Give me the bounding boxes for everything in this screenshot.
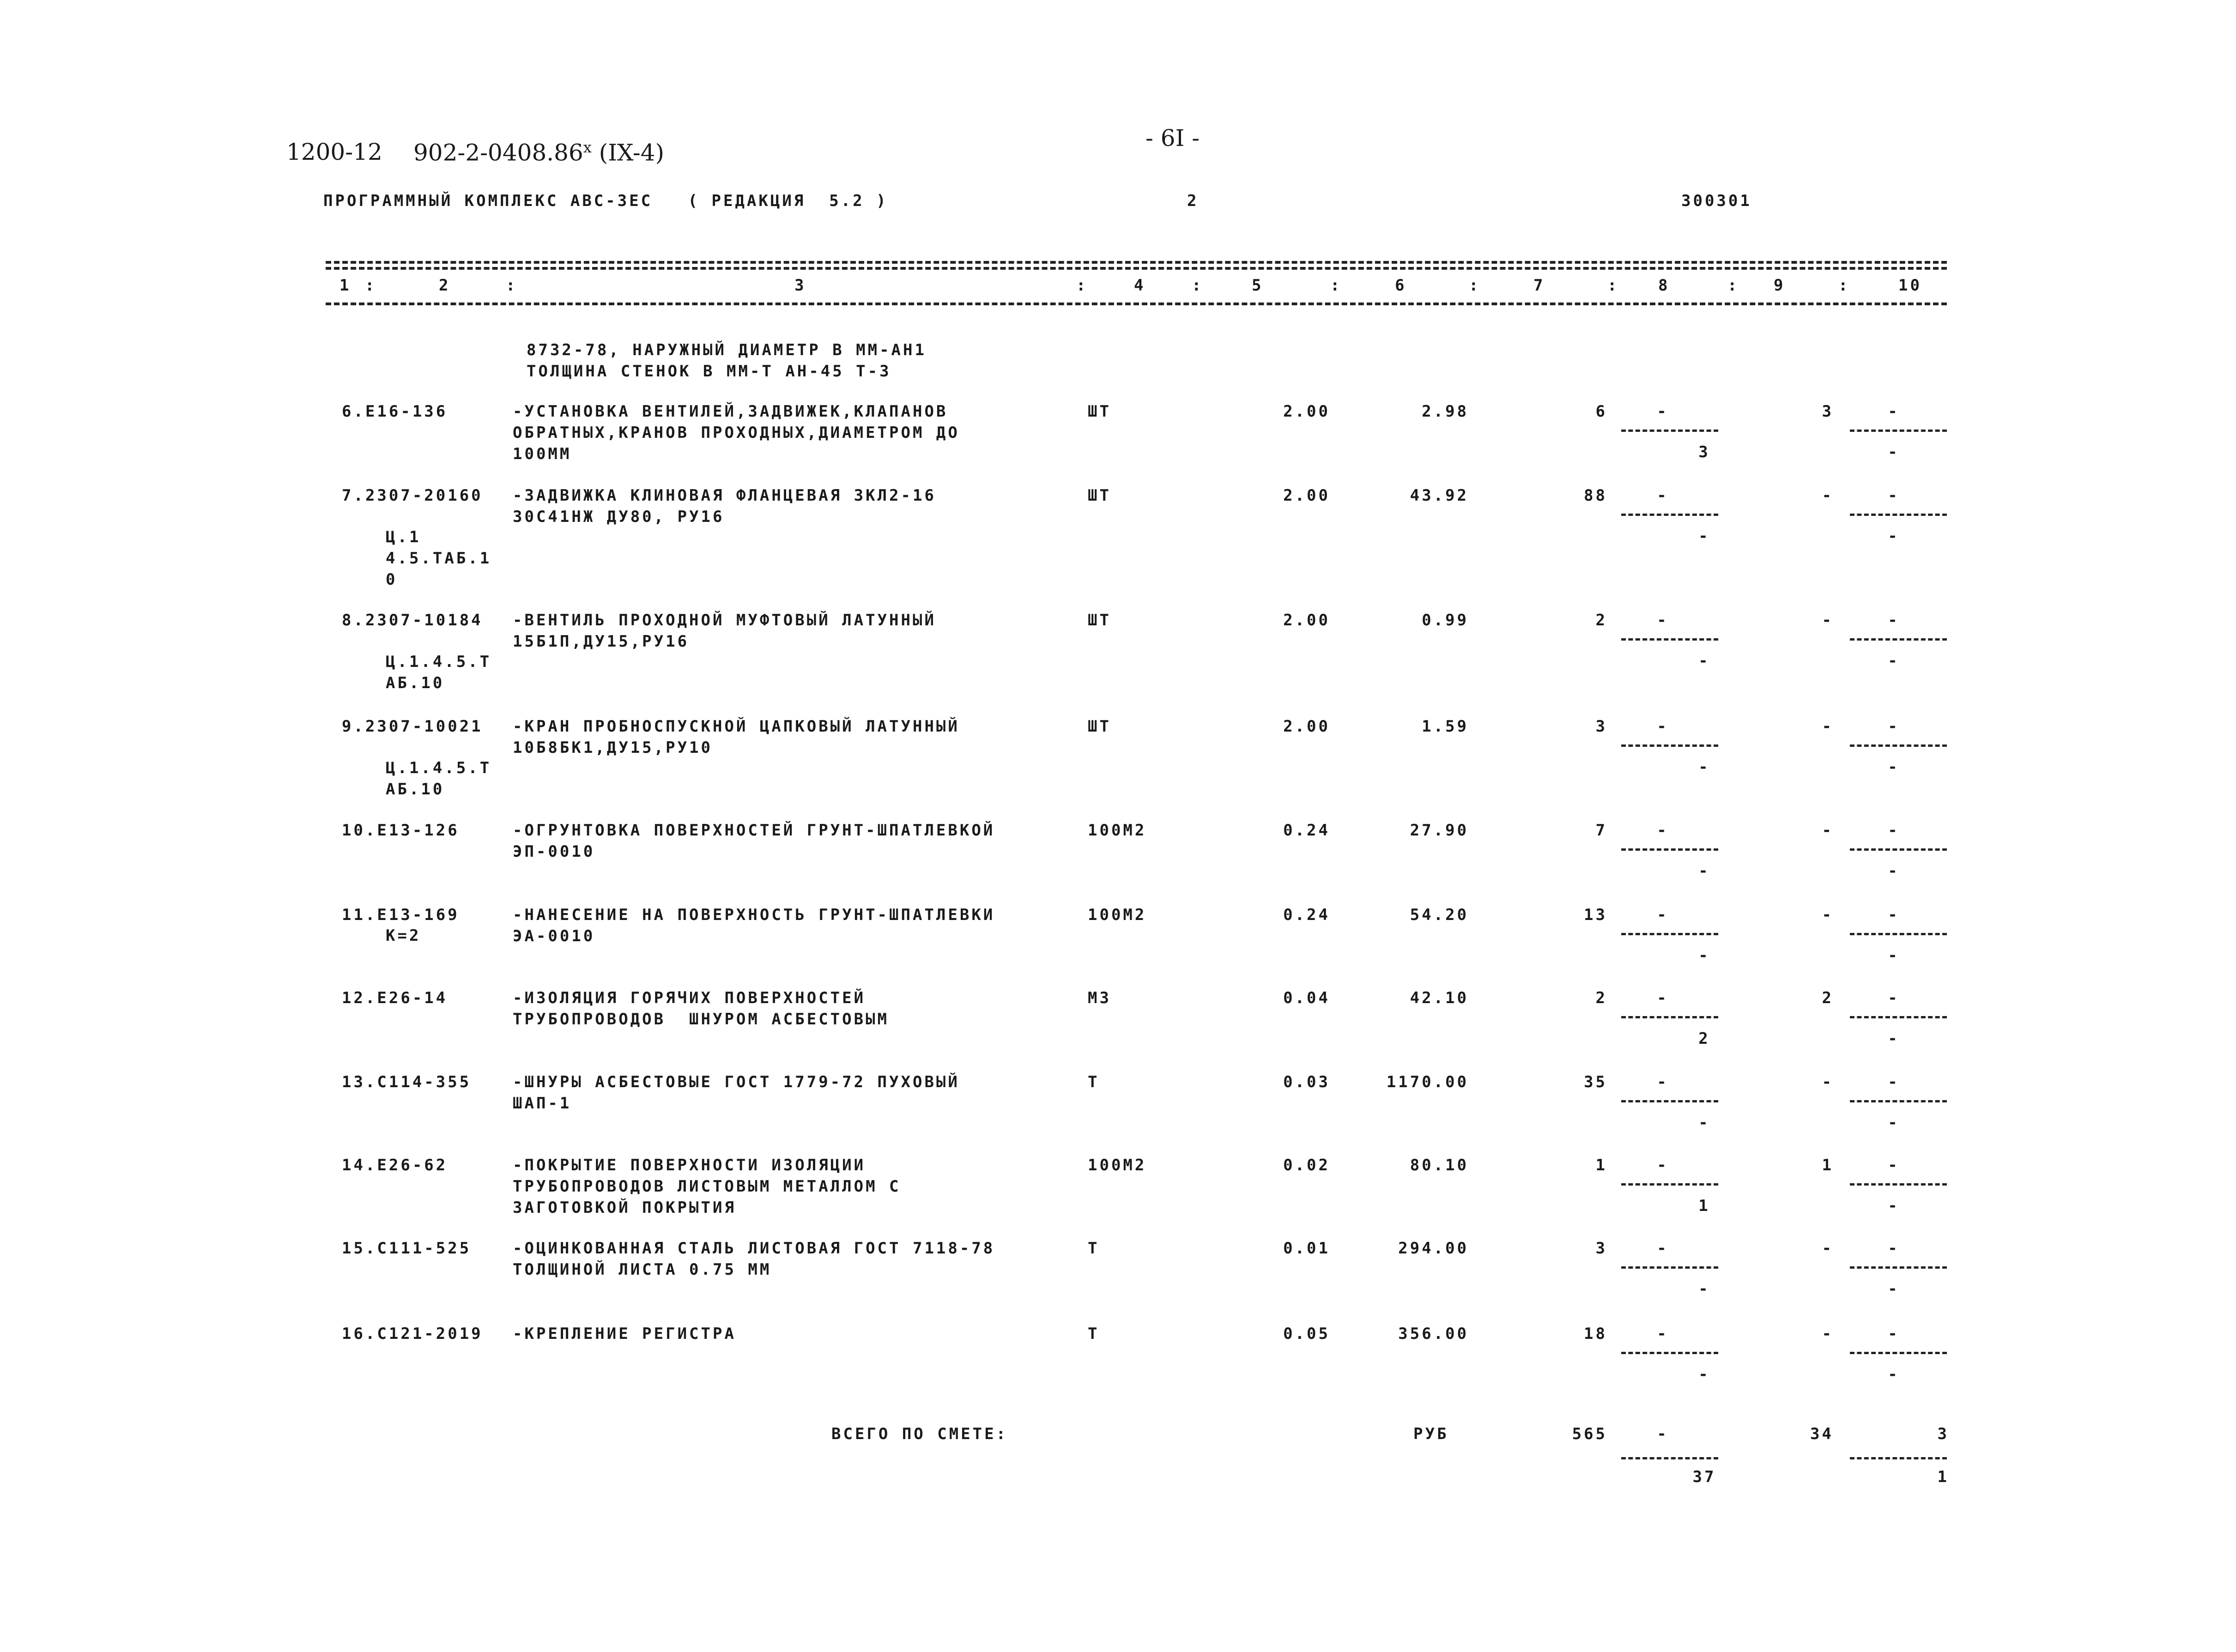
row-col7: 13 — [1584, 906, 1607, 924]
row-col7: 7 — [1595, 821, 1607, 840]
column-header-8: 8 — [1658, 276, 1670, 295]
row-col8-fraction-line — [1621, 1016, 1718, 1018]
row-col8-top: - — [1657, 906, 1669, 924]
row-description: -ЗАДВИЖКА КЛИНОВАЯ ФЛАНЦЕВАЯ ЗКЛ2-16 30С41НЖ ДУ80, РУ16 — [513, 486, 936, 526]
row-col8-fraction-line — [1621, 744, 1718, 747]
row-col8-top: - — [1657, 1073, 1669, 1091]
row-col10-fraction-line — [1850, 1266, 1947, 1269]
row-unit: ШТ — [1088, 486, 1111, 505]
row-quantity: 2.00 — [1283, 402, 1330, 421]
row-col8-top: - — [1657, 1156, 1669, 1174]
row-col7: 3 — [1595, 717, 1607, 736]
row-col10-bottom: - — [1888, 1365, 1900, 1384]
row-col10-bottom: - — [1888, 758, 1900, 776]
row-col7: 2 — [1595, 989, 1607, 1007]
row-col8-fraction-line — [1621, 430, 1718, 432]
row-id: 14.Е26-62 — [342, 1156, 448, 1174]
project-number — [413, 139, 664, 166]
row-col9: - — [1822, 1325, 1834, 1343]
column-header-6: 6 — [1395, 276, 1407, 295]
row-description: -НАНЕСЕНИЕ НА ПОВЕРХНОСТЬ ГРУНТ-ШПАТЛЕВКИ ЭА-0010 — [513, 906, 995, 945]
row-quantity: 0.24 — [1283, 821, 1330, 840]
row-col9: - — [1822, 906, 1834, 924]
total-col9: 34 — [1810, 1425, 1834, 1443]
row-col10-top: - — [1888, 1239, 1900, 1258]
row-id: 6.Е16-136 — [342, 402, 448, 421]
row-description: -КРАН ПРОБНОСПУСКНОЙ ЦАПКОВЫЙ ЛАТУННЫЙ 10Б8БК1,ДУ15,РУ10 — [513, 717, 960, 757]
row-col8-top: - — [1657, 1239, 1669, 1258]
row-unit: Т — [1088, 1239, 1100, 1258]
row-col10-bottom: - — [1888, 443, 1900, 461]
row-col10-fraction-line — [1850, 430, 1947, 432]
row-col10-bottom: - — [1888, 1280, 1900, 1298]
column-header-1: 1 — [339, 276, 351, 295]
row-quantity: 2.00 — [1283, 486, 1330, 505]
row-col8-top: - — [1657, 821, 1669, 840]
row-price: 0.99 — [1422, 611, 1469, 629]
total-col8-top: - — [1657, 1425, 1669, 1443]
row-col7: 88 — [1584, 486, 1607, 505]
row-price: 2.98 — [1422, 402, 1469, 421]
column-header-9: 9 — [1774, 276, 1786, 295]
row-col9: - — [1822, 486, 1834, 505]
row-quantity: 2.00 — [1283, 717, 1330, 736]
document-code: 1200-12 — [286, 139, 382, 165]
row-col10-top: - — [1888, 1325, 1900, 1343]
column-separator: : — [1727, 276, 1739, 295]
column-separator: : — [1607, 276, 1619, 295]
header-rule-bottom — [326, 303, 1947, 305]
estimate-code: 300301 — [1681, 192, 1752, 210]
row-unit: М3 — [1088, 989, 1111, 1007]
row-col10-bottom: - — [1888, 1197, 1900, 1215]
row-description: -ВЕНТИЛЬ ПРОХОДНОЙ МУФТОВЫЙ ЛАТУННЫЙ 15Б1П,ДУ15,РУ16 — [513, 611, 936, 651]
row-description: -ОЦИНКОВАННАЯ СТАЛЬ ЛИСТОВАЯ ГОСТ 7118-78 ТОЛЩИНОЙ ЛИСТА 0.75 ММ — [513, 1239, 995, 1279]
row-col7: 3 — [1595, 1239, 1607, 1258]
row-id: 8.2307-10184 — [342, 611, 483, 629]
row-col10-fraction-line — [1850, 1352, 1947, 1354]
row-sub: Ц.1.4.5.Т АБ.10 — [386, 653, 492, 692]
row-col8-top: - — [1657, 486, 1669, 505]
row-col7: 2 — [1595, 611, 1607, 629]
row-col10-fraction-line — [1850, 1100, 1947, 1102]
row-col8-bottom: - — [1698, 1113, 1710, 1132]
row-unit: 100М2 — [1088, 906, 1147, 924]
row-col10-fraction-line — [1850, 744, 1947, 747]
row-quantity: 0.02 — [1283, 1156, 1330, 1174]
row-id: 15.С111-525 — [342, 1239, 472, 1258]
row-col8-top: - — [1657, 611, 1669, 629]
row-col8-fraction-line — [1621, 514, 1718, 516]
row-unit: ШТ — [1088, 402, 1111, 421]
row-col10-fraction-line — [1850, 514, 1947, 516]
total-col10-fraction-line — [1850, 1457, 1947, 1459]
row-col8-bottom: - — [1698, 527, 1710, 545]
row-col10-top: - — [1888, 402, 1900, 421]
column-header-3: 3 — [794, 276, 806, 295]
row-price: 356.00 — [1398, 1325, 1469, 1343]
project-number-suffix: (IX-4) — [599, 139, 665, 166]
row-description: -ИЗОЛЯЦИЯ ГОРЯЧИХ ПОВЕРХНОСТЕЙ ТРУБОПРОВОДОВ ШНУРОМ АСБЕСТОВЫМ — [513, 989, 890, 1029]
row-col8-bottom: - — [1698, 946, 1710, 965]
row-col8-top: - — [1657, 717, 1669, 736]
column-separator: : — [1469, 276, 1481, 295]
row-quantity: 0.04 — [1283, 989, 1330, 1007]
row-sub: Ц.1 4.5.ТАБ.1 0 — [386, 528, 492, 589]
row-col10-top: - — [1888, 821, 1900, 840]
row-id: 11.Е13-169 — [342, 906, 460, 924]
total-label: ВСЕГО ПО СМЕТЕ: — [831, 1425, 1008, 1443]
row-col7: 18 — [1584, 1325, 1607, 1343]
row-quantity: 0.01 — [1283, 1239, 1330, 1258]
continuation-text: 8732-78, НАРУЖНЫЙ ДИАМЕТР В ММ-АН1 ТОЛЩИНА СТЕНОК В ММ-Т АН-45 Т-3 — [527, 341, 927, 381]
row-id: 7.2307-20160 — [342, 486, 483, 505]
row-col8-top: - — [1657, 402, 1669, 421]
column-header-2: 2 — [439, 276, 451, 295]
row-unit: Т — [1088, 1073, 1100, 1091]
total-col8-fraction-line — [1621, 1457, 1718, 1459]
row-price: 43.92 — [1410, 486, 1469, 505]
column-separator: : — [1192, 276, 1204, 295]
row-col10-bottom: - — [1888, 946, 1900, 965]
row-quantity: 0.05 — [1283, 1325, 1330, 1343]
row-col10-bottom: - — [1888, 1113, 1900, 1132]
row-col8-top: - — [1657, 989, 1669, 1007]
row-col8-top: - — [1657, 1325, 1669, 1343]
row-col10-fraction-line — [1850, 638, 1947, 641]
row-col8-bottom: - — [1698, 652, 1710, 670]
row-col10-bottom: - — [1888, 862, 1900, 880]
row-col10-fraction-line — [1850, 933, 1947, 935]
row-description: -ШНУРЫ АСБЕСТОВЫЕ ГОСТ 1779-72 ПУХОВЫЙ ШАП-1 — [513, 1073, 960, 1113]
row-unit: ШТ — [1088, 611, 1111, 629]
row-col8-fraction-line — [1621, 638, 1718, 641]
row-col8-bottom: - — [1698, 1280, 1710, 1298]
row-col8-bottom: - — [1698, 1365, 1710, 1384]
row-col9: - — [1822, 717, 1834, 736]
row-col10-bottom: - — [1888, 652, 1900, 670]
column-separator: : — [365, 276, 377, 295]
row-col10-top: - — [1888, 906, 1900, 924]
row-price: 80.10 — [1410, 1156, 1469, 1174]
row-col10-top: - — [1888, 486, 1900, 505]
row-price: 54.20 — [1410, 906, 1469, 924]
row-col8-fraction-line — [1621, 1100, 1718, 1102]
row-col9: 3 — [1822, 402, 1834, 421]
header-rule-top-2 — [326, 267, 1947, 270]
column-header-5: 5 — [1252, 276, 1264, 295]
row-id: 13.С114-355 — [342, 1073, 472, 1091]
row-col8-bottom: 1 — [1698, 1197, 1710, 1215]
row-col8-bottom: - — [1698, 862, 1710, 880]
row-col10-top: - — [1888, 989, 1900, 1007]
total-col10-top: 3 — [1937, 1425, 1949, 1443]
row-col8-fraction-line — [1621, 933, 1718, 935]
row-description: -КРЕПЛЕНИЕ РЕГИСТРА — [513, 1325, 736, 1343]
row-col10-top: - — [1888, 1156, 1900, 1174]
row-id: 16.С121-2019 — [342, 1325, 483, 1343]
row-description: -УСТАНОВКА ВЕНТИЛЕЙ,ЗАДВИЖЕК,КЛАПАНОВ ОБРАТНЫХ,КРАНОВ ПРОХОДНЫХ,ДИАМЕТРОМ ДО 100ММ — [513, 402, 960, 463]
column-header-10: 10 — [1898, 276, 1922, 295]
project-number-main: 902-2-0408.86 — [413, 139, 583, 166]
row-col8-fraction-line — [1621, 1266, 1718, 1269]
row-col7: 35 — [1584, 1073, 1607, 1091]
row-unit: ШТ — [1088, 717, 1111, 736]
header-rule-top — [326, 261, 1947, 264]
row-price: 42.10 — [1410, 989, 1469, 1007]
row-col10-top: - — [1888, 717, 1900, 736]
row-id: 10.Е13-126 — [342, 821, 460, 840]
row-description: -ПОКРЫТИЕ ПОВЕРХНОСТИ ИЗОЛЯЦИИ ТРУБОПРОВОДОВ ЛИСТОВЫМ МЕТАЛЛОМ С ЗАГОТОВКОЙ ПОКРЫТИЯ — [513, 1156, 901, 1217]
row-col9: 1 — [1822, 1156, 1834, 1174]
row-quantity: 2.00 — [1283, 611, 1330, 629]
row-id: 9.2307-10021 — [342, 717, 483, 736]
row-col7: 6 — [1595, 402, 1607, 421]
row-col9: - — [1822, 821, 1834, 840]
row-col8-bottom: 2 — [1698, 1029, 1710, 1048]
row-sub: Ц.1.4.5.Т АБ.10 — [386, 759, 492, 799]
row-col10-bottom: - — [1888, 1029, 1900, 1048]
section-number: 2 — [1187, 192, 1199, 210]
row-col8-fraction-line — [1621, 1352, 1718, 1354]
row-col9: - — [1822, 1073, 1834, 1091]
total-col8-bottom: 37 — [1692, 1468, 1716, 1486]
column-header-7: 7 — [1533, 276, 1545, 295]
row-price: 294.00 — [1398, 1239, 1469, 1258]
row-quantity: 0.03 — [1283, 1073, 1330, 1091]
row-col8-bottom: 3 — [1698, 443, 1710, 461]
row-col8-fraction-line — [1621, 848, 1718, 851]
row-unit: Т — [1088, 1325, 1100, 1343]
row-col7: 1 — [1595, 1156, 1607, 1174]
row-col9: - — [1822, 1239, 1834, 1258]
column-separator: : — [1076, 276, 1088, 295]
row-col10-fraction-line — [1850, 1016, 1947, 1018]
row-col10-bottom: - — [1888, 527, 1900, 545]
row-price: 27.90 — [1410, 821, 1469, 840]
column-separator: : — [1838, 276, 1850, 295]
row-col9: - — [1822, 611, 1834, 629]
row-price: 1.59 — [1422, 717, 1469, 736]
total-col10-bottom: 1 — [1937, 1468, 1949, 1486]
column-separator: : — [506, 276, 518, 295]
row-col10-top: - — [1888, 1073, 1900, 1091]
row-description: -ОГРУНТОВКА ПОВЕРХНОСТЕЙ ГРУНТ-ШПАТЛЕВКОЙ ЭП-0010 — [513, 821, 995, 861]
row-col8-bottom: - — [1698, 758, 1710, 776]
project-number-sup: x — [583, 139, 592, 156]
row-col9: 2 — [1822, 989, 1834, 1007]
column-separator: : — [1330, 276, 1342, 295]
page-number: - 6I - — [1145, 125, 1200, 151]
row-col10-fraction-line — [1850, 1183, 1947, 1186]
row-unit: 100М2 — [1088, 1156, 1147, 1174]
total-col7: 565 — [1572, 1425, 1607, 1443]
row-col10-fraction-line — [1850, 848, 1947, 851]
row-price: 1170.00 — [1386, 1073, 1469, 1091]
row-sub: К=2 — [386, 926, 421, 945]
row-id: 12.Е26-14 — [342, 989, 448, 1007]
column-header-4: 4 — [1134, 276, 1146, 295]
row-unit: 100М2 — [1088, 821, 1147, 840]
total-currency: РУБ — [1413, 1425, 1449, 1443]
row-col8-fraction-line — [1621, 1183, 1718, 1186]
row-quantity: 0.24 — [1283, 906, 1330, 924]
program-title: ПРОГРАММНЫЙ КОМПЛЕКС АВС-3ЕС ( РЕДАКЦИЯ 5.2 ) — [323, 192, 888, 210]
row-col10-top: - — [1888, 611, 1900, 629]
